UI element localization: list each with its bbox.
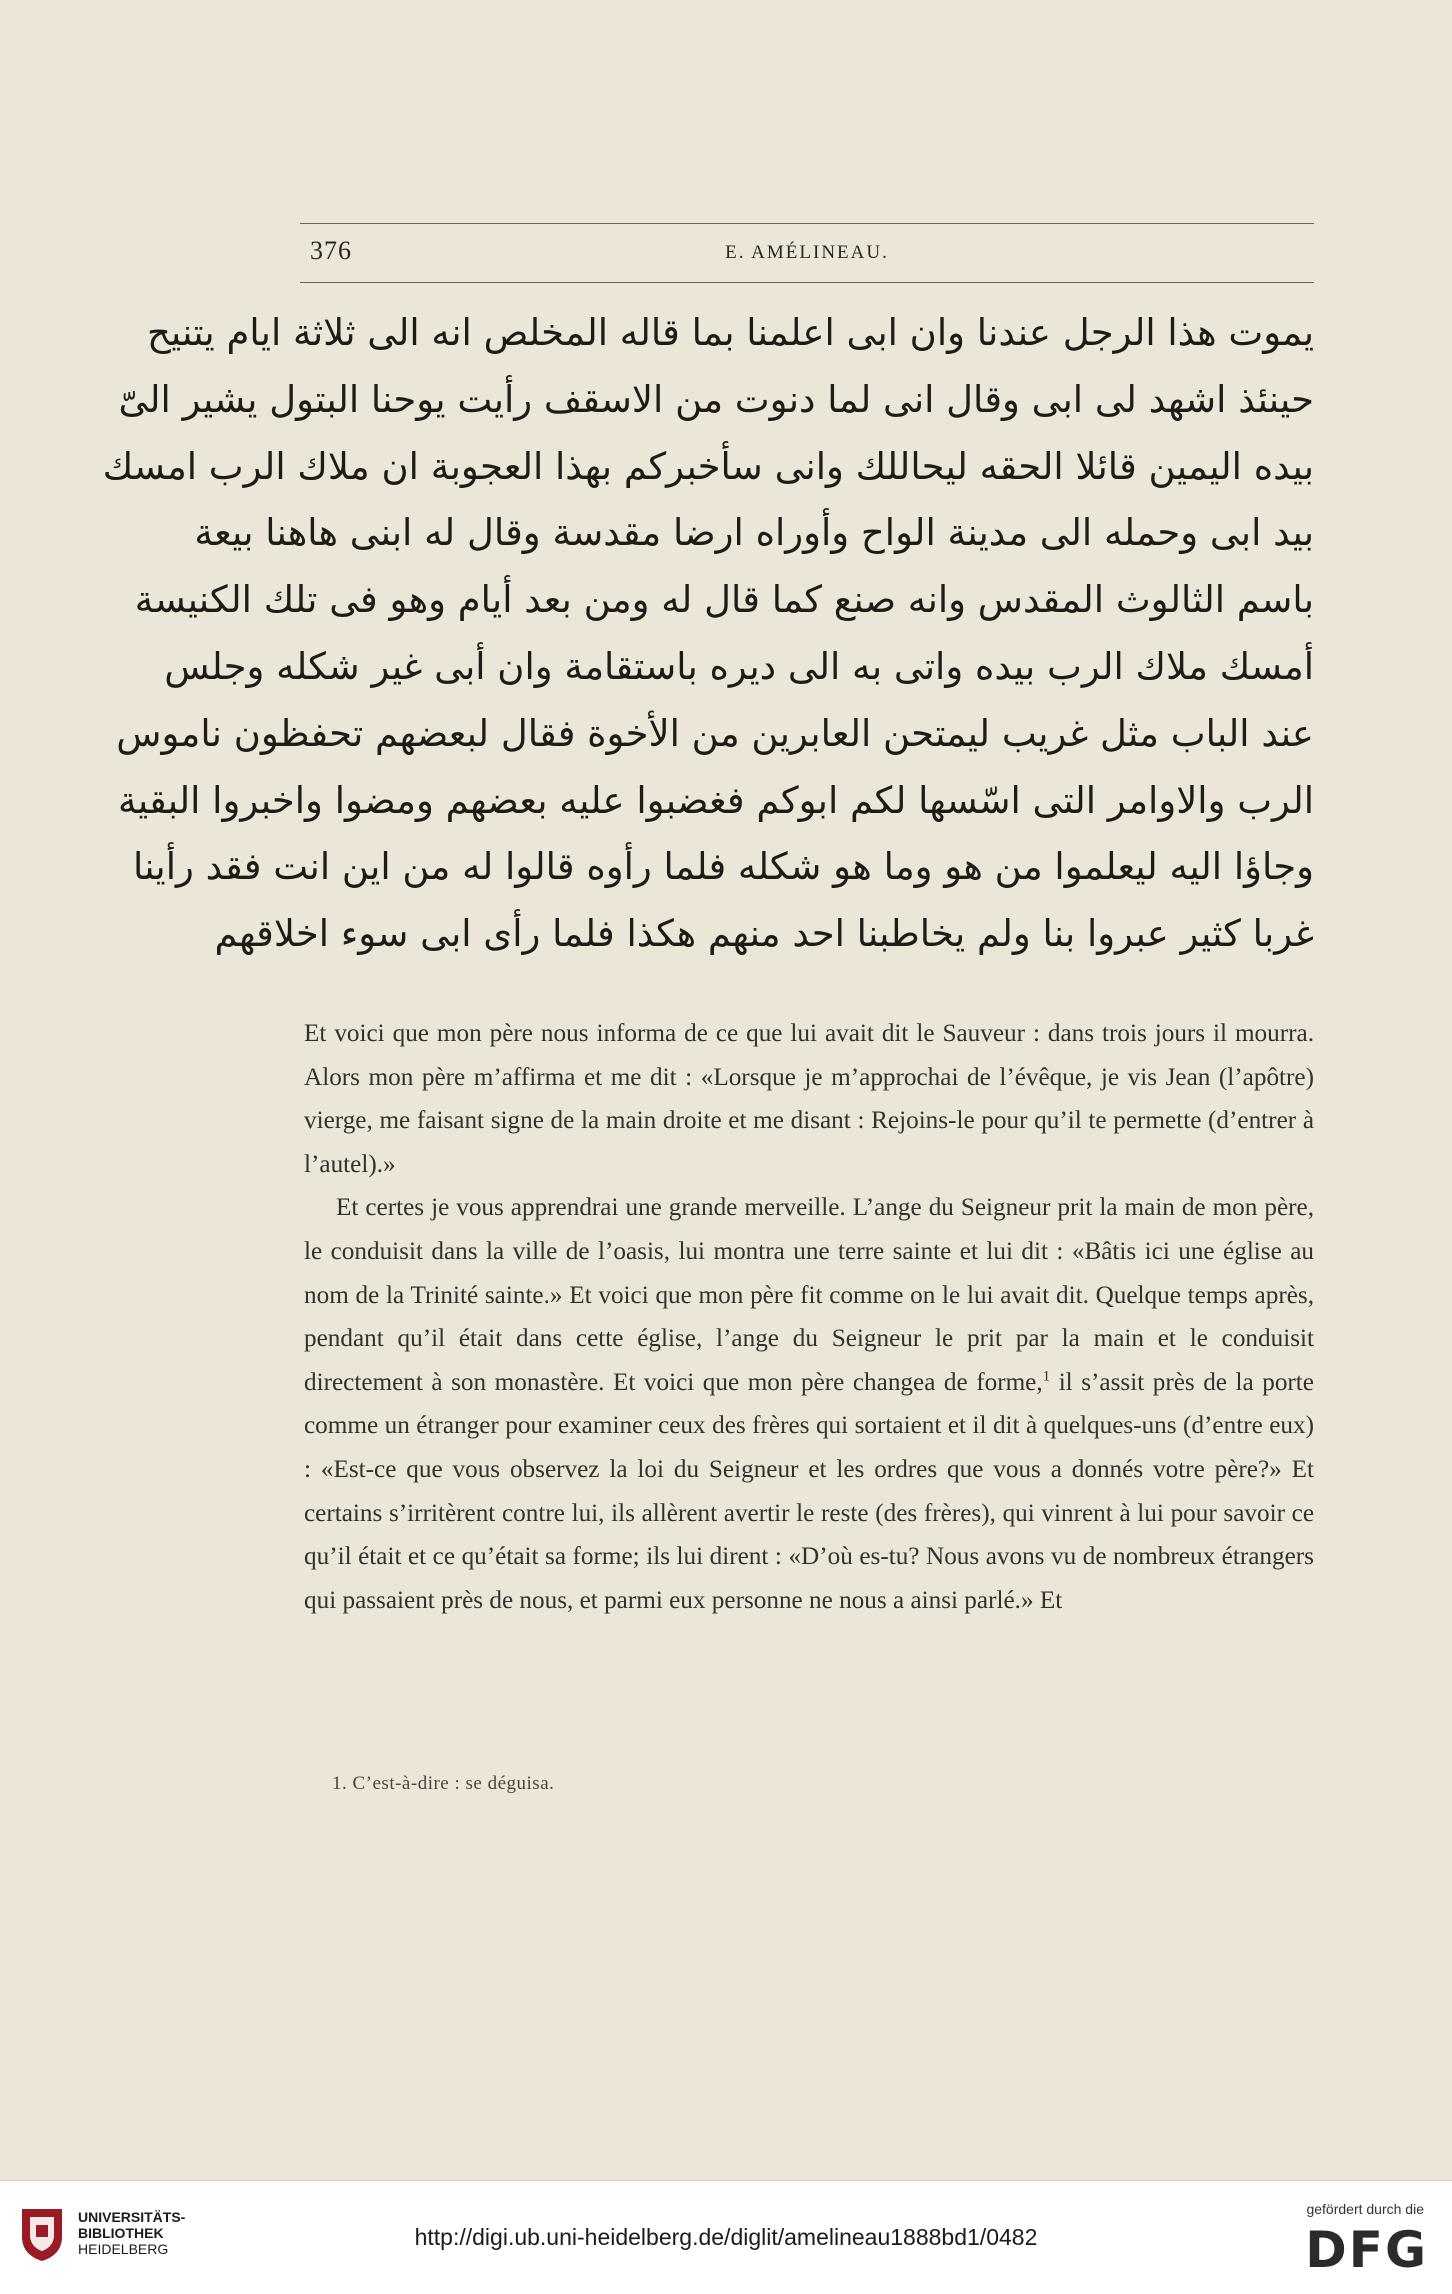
- permalink-url[interactable]: http://digi.ub.uni-heidelberg.de/diglit/amelineau1888bd1/0482: [414, 2224, 1038, 2250]
- header-rule-bottom: [300, 282, 1314, 283]
- paragraph-2-text-a: Et certes je vous apprendrai une grande merveille. L’ange du Seigneur prit la main de mon père, le conduisit dans la ville de l’oasis, lui montra une terre sainte et lui dit : «Bâtis ici une église au nom de la Trinité sainte.» Et voici que mon père fit comme on le lui avait dit. Quelque temps après, pendant qu’il était dans cette église, l’ange du Seigneur le prit par la main et le conduisit directement à son monastère. Et voici que mon père changea de forme,: [304, 1194, 1314, 1396]
- translation-paragraph-2: [304, 1186, 1314, 1622]
- arabic-line: باسم الثالوث المقدس وانه صنع كما قال له ومن بعد أيام وهو فى تلك الكنيسة: [134, 578, 1314, 622]
- running-head: [300, 236, 1314, 270]
- arabic-line: غربا كثير عبروا بنا ولم يخاطبنا احد منهم هكذا فلما رأى ابى سوء اخلاقهم: [214, 912, 1314, 956]
- arabic-line: وجاؤا اليه ليعلموا من هو وما هو شكله فلما رأوه قالوا له من اين انت فقد رأينا: [132, 845, 1314, 889]
- arabic-line: أمسك ملاك الرب بيده واتى به الى ديره باستقامة وان أبى غير شكله وجلس: [164, 644, 1314, 688]
- arabic-line: الرب والاوامر التى اسّسها لكم ابوكم فغضبوا عليه بعضهم ومضوا واخبروا البقية: [117, 778, 1314, 822]
- arabic-line: عند الباب مثل غريب ليمتحن العابرين من الأخوة فقال لبعضهم تحفظون ناموس: [116, 711, 1314, 755]
- footnote-number: 1.: [332, 1773, 348, 1794]
- running-title: E. AMÉLINEAU.: [725, 242, 889, 263]
- arabic-line: حينئذ اشهد لى ابى وقال انى لما دنوت من الاسقف رأيت يوحنا البتول يشير الىّ: [118, 377, 1314, 421]
- translation-paragraph-1: Et voici que mon père nous informa de ce que lui avait dit le Sauveur : dans trois jours il mourra. Alors mon père m’affirma et me dit : «Lorsque je m’approchai de l’évêque, je vis Jean (l’apôtre) vierge, me faisant signe de la main droite et me disant : Rejoins-le pour qu’il te permette (d’entrer à l’autel).»: [304, 1020, 1314, 1178]
- dfg-logo: DFG: [1305, 2221, 1428, 2279]
- library-name: UNIVERSITÄTS- BIBLIOTHEK HEIDELBERG: [78, 2209, 186, 2257]
- arabic-line: يموت هذا الرجل عندنا وان ابى اعلمنا بما قاله المخلص انه الى ثلاثة ايام يتنيح: [147, 311, 1314, 354]
- arabic-line: بيد ابى وحمله الى مدينة الواح وأوراه ارضا مقدسة وقال له ابنى هاهنا بيعة: [194, 511, 1314, 555]
- arabic-line: بيده اليمين قائلا الحقه ليحاللك وانى سأخبركم بهذا العجوبة ان ملاك الرب امسك: [102, 444, 1314, 488]
- french-translation: [304, 1012, 1314, 1622]
- arabic-text-block: [102, 300, 1314, 968]
- page-number: 376: [310, 236, 352, 265]
- footnote-text: C’est-à-dire : se déguisa.: [352, 1773, 555, 1794]
- footnote-reference[interactable]: 1: [1042, 1368, 1051, 1385]
- funding-caption: gefördert durch die: [1306, 2201, 1424, 2217]
- footnote: [332, 1773, 554, 1795]
- digitization-footer: [0, 2180, 1452, 2294]
- header-rule-top: [300, 223, 1314, 224]
- paragraph-2-text-b: il s’assit près de la porte comme un étranger pour examiner ceux des frères qui sortaient et il dit à quelques-uns (d’entre eux) : «Est-ce que vous observez la loi du Seigneur et les ordres que vous a donnés votre père?» Et certains s’irritèrent contre lui, ils allèrent avertir le reste (des frères), qui vinrent à lui pour savoir ce qu’il était et ce qu’était sa forme; ils lui dirent : «D’où es-tu? Nous avons vu de nombreux étrangers qui passaient près de nous, et parmi eux personne ne nous a ainsi parlé.» Et: [304, 1368, 1314, 1614]
